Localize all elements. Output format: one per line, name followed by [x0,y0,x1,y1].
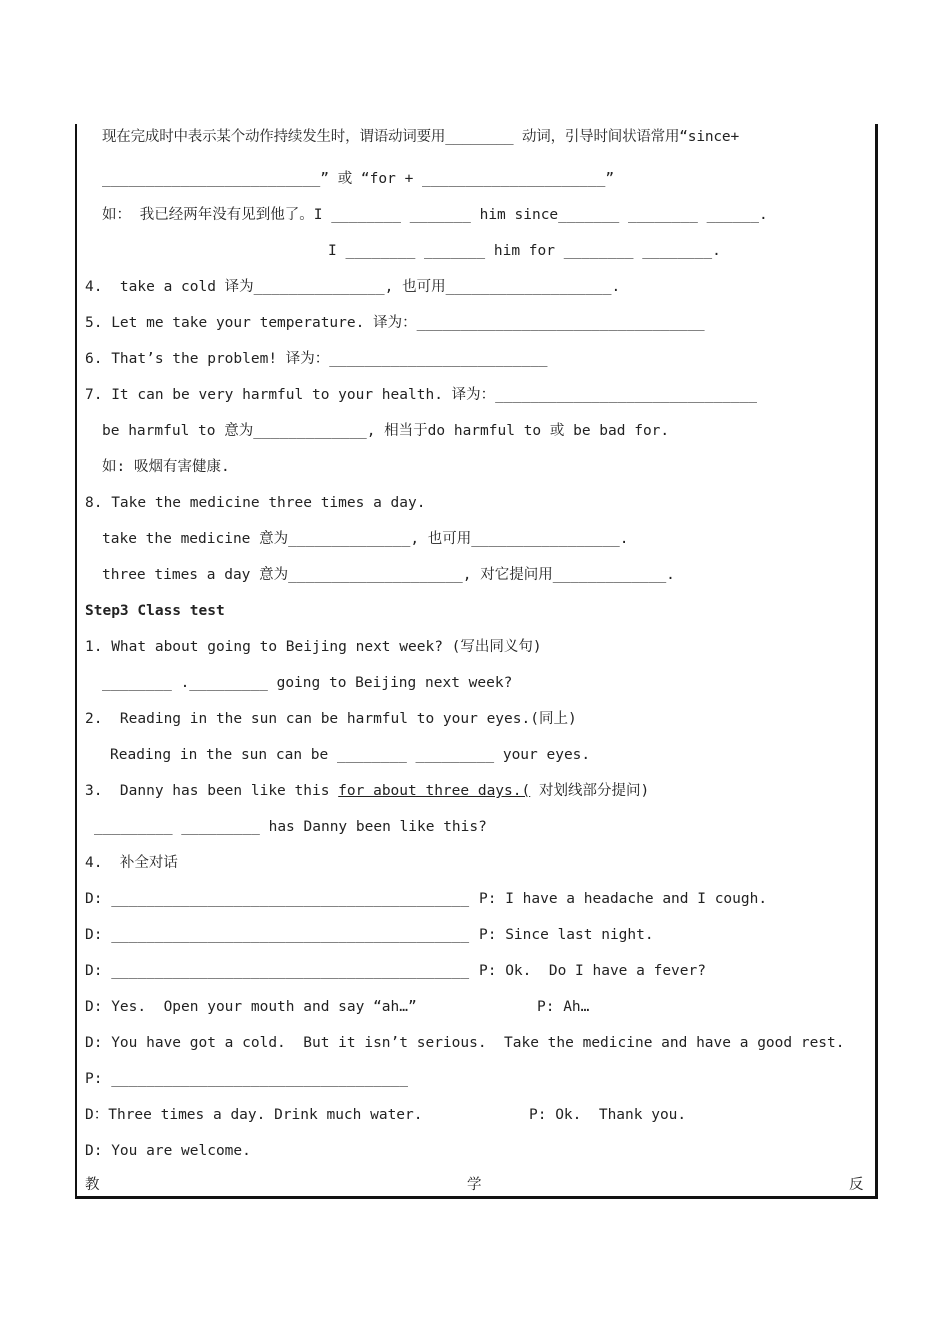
example-line2: I ________ _______ him for ________ ________. [328,243,721,259]
test-1: 1. What about going to Beijing next week? (写出同义句) [85,639,542,655]
item-8: 8. Take the medicine three times a day. [85,495,426,511]
section-heading: Step3 Class test [85,603,225,619]
test-3: 3. Danny has been like this for about three days.( 对划线部分提问) [85,783,650,799]
footer-char-3: 反 [849,1177,864,1193]
dialog-d5: D: You have got a cold. But it isn’t serious. Take the medicine and have a good rest. [85,1035,845,1051]
footer-char-1: 教 [85,1177,100,1193]
dialog-d6: D：Three times a day. Drink much water. [85,1107,423,1123]
dialog-p4: P: Ah… [537,999,590,1015]
item-4: 4. take a cold 译为_______________, 也可用___________________. [85,279,621,295]
dialog-d1: D: _________________________________________ [85,891,470,907]
test-3-answer: _________ _________ has Danny been like this? [94,819,487,835]
dialog-d4: D: Yes. Open your mouth and say “ah…” [85,999,417,1015]
test-1-answer: ________ ._________ going to Beijing next week? [102,675,513,691]
item-8-note1: take the medicine 意为______________, 也可用_________________. [102,531,629,547]
footer-char-2: 学 [467,1177,482,1193]
test-4: 4. 补全对话 [85,855,178,871]
dialog-p2: P: Since last night. [479,927,654,943]
dialog-p5: P: __________________________________ [85,1071,409,1087]
test-2-answer: Reading in the sun can be ________ _________ your eyes. [110,747,591,763]
item-6: 6. That’s the problem! 译为：_________________________ [85,351,548,367]
grammar-note-line1: 现在完成时中表示某个动作持续发生时，谓语动词要用________ 动词，引导时间状语常用“since+ [102,129,739,145]
item-8-note2: three times a day 意为____________________, 对它提问用_____________. [102,567,675,583]
example-line1: 如： 我已经两年没有见到他了。I ________ _______ him since_______ ________ ______. [102,207,768,223]
item-7-example: 如: 吸烟有害健康. [102,459,230,475]
dialog-p3: P: Ok. Do I have a fever? [479,963,706,979]
dialog-p6: P: Ok. Thank you. [529,1107,687,1123]
dialog-p1: P: I have a headache and I cough. [479,891,768,907]
item-5: 5. Let me take your temperature. 译为：_________________________________ [85,315,705,331]
grammar-note-line2: _________________________” 或 “for + _____________________” [102,171,615,187]
item-7-note: be harmful to 意为_____________, 相当于do harmful to 或 be bad for. [102,423,670,439]
underlined-phrase: for about three days.( [338,783,531,799]
dialog-d3: D: _________________________________________ [85,963,470,979]
dialog-d2: D: _________________________________________ [85,927,470,943]
test-2: 2. Reading in the sun can be harmful to your eyes.(同上) [85,711,577,727]
item-7: 7. It can be very harmful to your health. 译为：______________________________ [85,387,758,403]
dialog-d7: D: You are welcome. [85,1143,251,1159]
